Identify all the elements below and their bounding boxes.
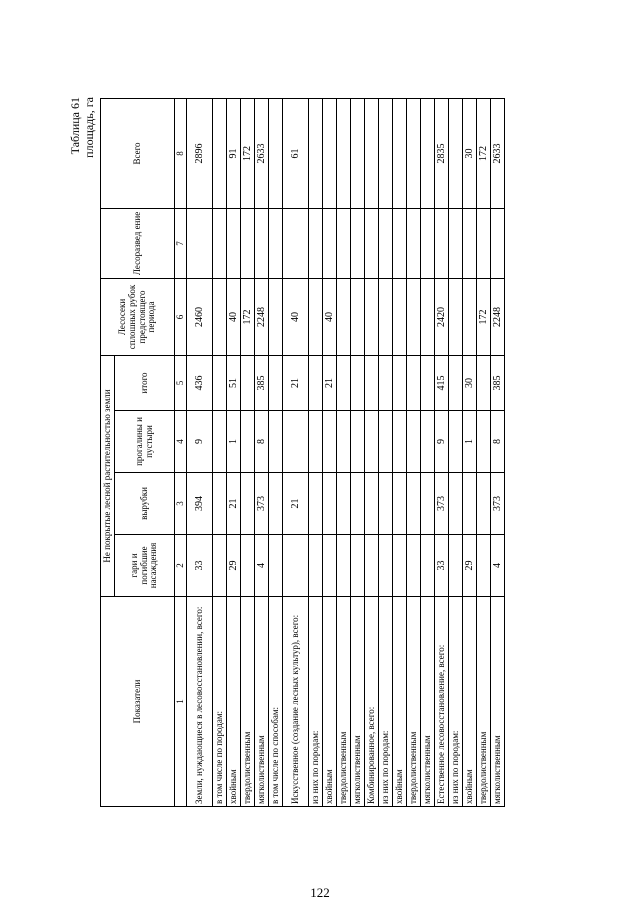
cell-value: [309, 98, 323, 208]
cell-value: 394: [187, 472, 213, 534]
cell-value: 21: [227, 472, 241, 534]
row-label: хвойным: [463, 596, 477, 806]
cell-value: [351, 278, 365, 355]
cell-value: 61: [283, 98, 309, 208]
header-total: Всего: [101, 98, 175, 208]
cell-value: [421, 98, 435, 208]
cell-value: [449, 278, 463, 355]
cell-value: 373: [255, 472, 269, 534]
table-row: [227, 98, 241, 806]
table-row: [365, 98, 379, 806]
cell-value: [449, 355, 463, 410]
cell-value: 30: [463, 98, 477, 208]
cell-value: [393, 534, 407, 596]
cell-value: 21: [283, 472, 309, 534]
cell-value: [407, 98, 421, 208]
cell-value: 2835: [435, 98, 449, 208]
cell-value: [309, 534, 323, 596]
cell-value: [351, 208, 365, 278]
row-label: твердолиственным: [407, 596, 421, 806]
row-label: мягколиственным: [421, 596, 435, 806]
row-label: твердолиственным: [337, 596, 351, 806]
cell-value: [269, 472, 283, 534]
table-caption: Таблица 61: [68, 96, 82, 154]
cell-value: [213, 410, 227, 472]
cell-value: [227, 208, 241, 278]
table-row: [421, 98, 435, 806]
cell-value: [393, 208, 407, 278]
cell-value: [269, 534, 283, 596]
cell-value: [337, 98, 351, 208]
cell-value: [407, 208, 421, 278]
cell-value: [241, 410, 255, 472]
cell-value: 8: [255, 410, 269, 472]
cell-value: [213, 278, 227, 355]
table-row: [477, 98, 491, 806]
row-label: мягколиственным: [351, 596, 365, 806]
cell-value: [491, 208, 505, 278]
cell-value: [309, 208, 323, 278]
col-number: 8: [175, 98, 187, 208]
cell-value: [323, 472, 337, 534]
cell-value: [323, 208, 337, 278]
cell-value: [407, 355, 421, 410]
row-label: Комбинированное, всего:: [365, 596, 379, 806]
cell-value: 33: [435, 534, 449, 596]
cell-value: [379, 410, 393, 472]
cell-value: 2248: [255, 278, 269, 355]
row-label: Искусственное (создание лесных культур), всего:: [283, 596, 309, 806]
cell-value: [351, 472, 365, 534]
cell-value: 1: [227, 410, 241, 472]
cell-value: 172: [241, 98, 255, 208]
cell-value: 385: [255, 355, 269, 410]
cell-value: 40: [227, 278, 241, 355]
cell-value: [477, 355, 491, 410]
cell-value: [379, 355, 393, 410]
cell-value: [449, 208, 463, 278]
cell-value: [379, 472, 393, 534]
cell-value: [337, 355, 351, 410]
header-burns: гари и погибшие насаждения: [115, 534, 175, 596]
cell-value: [337, 278, 351, 355]
cell-value: 2633: [255, 98, 269, 208]
cell-value: [407, 278, 421, 355]
cell-value: [365, 208, 379, 278]
cell-value: 91: [227, 98, 241, 208]
cell-value: 373: [435, 472, 449, 534]
cell-value: [463, 278, 477, 355]
cell-value: [241, 355, 255, 410]
table-row: [463, 98, 477, 806]
cell-value: [407, 472, 421, 534]
cell-value: 172: [241, 278, 255, 355]
cell-value: [323, 98, 337, 208]
header-indicators: Показатели: [101, 596, 175, 806]
header-subtotal: итого: [115, 355, 175, 410]
cell-value: [213, 355, 227, 410]
cell-value: [337, 472, 351, 534]
cell-value: [269, 355, 283, 410]
cell-value: [393, 278, 407, 355]
cell-value: 9: [187, 410, 213, 472]
cell-value: [269, 98, 283, 208]
cell-value: 2420: [435, 278, 449, 355]
table-row: [309, 98, 323, 806]
col-number: 7: [175, 208, 187, 278]
table-row: [351, 98, 365, 806]
cell-value: 2896: [187, 98, 213, 208]
table-row: [407, 98, 421, 806]
table-body: [187, 98, 505, 806]
col-number: 5: [175, 355, 187, 410]
page-number: 122: [310, 885, 330, 900]
cell-value: [449, 534, 463, 596]
col-number: 6: [175, 278, 187, 355]
col-number: 4: [175, 410, 187, 472]
cell-value: 2248: [491, 278, 505, 355]
row-label: хвойным: [227, 596, 241, 806]
row-label: в том числе по способам:: [269, 596, 283, 806]
cell-value: [379, 98, 393, 208]
cell-value: [477, 410, 491, 472]
cell-value: 29: [227, 534, 241, 596]
cell-value: [269, 208, 283, 278]
table-row: [379, 98, 393, 806]
cell-value: [309, 472, 323, 534]
cell-value: [351, 534, 365, 596]
header-group: Не покрытые лесной растительностью земли: [101, 355, 115, 596]
cell-value: [213, 208, 227, 278]
cell-value: 1: [463, 410, 477, 472]
cell-value: 172: [477, 98, 491, 208]
cell-value: [449, 472, 463, 534]
cell-value: [393, 98, 407, 208]
cell-value: [393, 355, 407, 410]
table-row: [269, 98, 283, 806]
cell-value: 21: [283, 355, 309, 410]
table-unit: площадь, га: [82, 96, 96, 158]
cell-value: 40: [323, 278, 337, 355]
cell-value: [365, 472, 379, 534]
header-glades: прогалины и пустыри: [115, 410, 175, 472]
col-number: 1: [175, 596, 187, 806]
table-row: [435, 98, 449, 806]
row-label: Земли, нуждающиеся в лесовосстановлении, всего:: [187, 596, 213, 806]
table-row: [241, 98, 255, 806]
cell-value: [269, 278, 283, 355]
cell-value: [213, 534, 227, 596]
cell-value: [309, 278, 323, 355]
cell-value: [365, 278, 379, 355]
cell-value: [421, 534, 435, 596]
cell-value: [421, 355, 435, 410]
rotated-content: [70, 93, 570, 813]
header-clearcuts: Лесосеки сплошных рубок предстоящего периода: [101, 278, 175, 355]
table-row: [255, 98, 269, 806]
cell-value: [477, 534, 491, 596]
header-cuttings: вырубки: [115, 472, 175, 534]
cell-value: 4: [491, 534, 505, 596]
cell-value: [213, 472, 227, 534]
row-label: хвойным: [323, 596, 337, 806]
cell-value: 4: [255, 534, 269, 596]
cell-value: [365, 98, 379, 208]
cell-value: [351, 98, 365, 208]
table-row: [187, 98, 213, 806]
cell-value: 385: [491, 355, 505, 410]
cell-value: [241, 472, 255, 534]
row-label: мягколиственным: [255, 596, 269, 806]
cell-value: [421, 472, 435, 534]
header-afforestation: Лесоразвед ение: [101, 208, 175, 278]
cell-value: [283, 534, 309, 596]
cell-value: [463, 208, 477, 278]
row-label: твердолиственным: [477, 596, 491, 806]
cell-value: 29: [463, 534, 477, 596]
cell-value: [283, 410, 309, 472]
cell-value: [449, 98, 463, 208]
cell-value: 40: [283, 278, 309, 355]
cell-value: [421, 208, 435, 278]
cell-value: [337, 534, 351, 596]
cell-value: [241, 208, 255, 278]
row-label: из них по породам:: [379, 596, 393, 806]
cell-value: [255, 208, 269, 278]
cell-value: [213, 98, 227, 208]
table-row: [337, 98, 351, 806]
cell-value: 30: [463, 355, 477, 410]
row-label: Естественное лесовосстановление, всего:: [435, 596, 449, 806]
row-label: хвойным: [393, 596, 407, 806]
cell-value: [393, 472, 407, 534]
col-number: 2: [175, 534, 187, 596]
table-row: [213, 98, 227, 806]
cell-value: [379, 278, 393, 355]
cell-value: [421, 410, 435, 472]
cell-value: [379, 534, 393, 596]
table-row: [393, 98, 407, 806]
cell-value: [269, 410, 283, 472]
row-label: из них по породам:: [309, 596, 323, 806]
cell-value: 373: [491, 472, 505, 534]
cell-value: [449, 410, 463, 472]
cell-value: [187, 208, 213, 278]
cell-value: [435, 208, 449, 278]
cell-value: [393, 410, 407, 472]
col-number: 3: [175, 472, 187, 534]
cell-value: [365, 534, 379, 596]
cell-value: 33: [187, 534, 213, 596]
cell-value: 8: [491, 410, 505, 472]
table-row: [283, 98, 309, 806]
cell-value: 2460: [187, 278, 213, 355]
cell-value: 415: [435, 355, 449, 410]
row-label: твердолиственным: [241, 596, 255, 806]
cell-value: [337, 410, 351, 472]
cell-value: [407, 410, 421, 472]
cell-value: [463, 472, 477, 534]
cell-value: [365, 410, 379, 472]
cell-value: 9: [435, 410, 449, 472]
cell-value: 2633: [491, 98, 505, 208]
cell-value: 436: [187, 355, 213, 410]
table-row: [323, 98, 337, 806]
cell-value: [477, 208, 491, 278]
cell-value: [323, 410, 337, 472]
cell-value: [337, 208, 351, 278]
cell-value: [241, 534, 255, 596]
data-table: [100, 97, 505, 806]
row-label: в том числе по породам:: [213, 596, 227, 806]
cell-value: 172: [477, 278, 491, 355]
cell-value: [351, 355, 365, 410]
table-row: [491, 98, 505, 806]
cell-value: 51: [227, 355, 241, 410]
cell-value: [365, 355, 379, 410]
cell-value: [309, 410, 323, 472]
cell-value: [309, 355, 323, 410]
cell-value: [351, 410, 365, 472]
table-row: [449, 98, 463, 806]
row-label: мягколиственным: [491, 596, 505, 806]
row-label: из них по породам:: [449, 596, 463, 806]
cell-value: 21: [323, 355, 337, 410]
cell-value: [477, 472, 491, 534]
cell-value: [407, 534, 421, 596]
cell-value: [421, 278, 435, 355]
cell-value: [283, 208, 309, 278]
cell-value: [379, 208, 393, 278]
cell-value: [323, 534, 337, 596]
